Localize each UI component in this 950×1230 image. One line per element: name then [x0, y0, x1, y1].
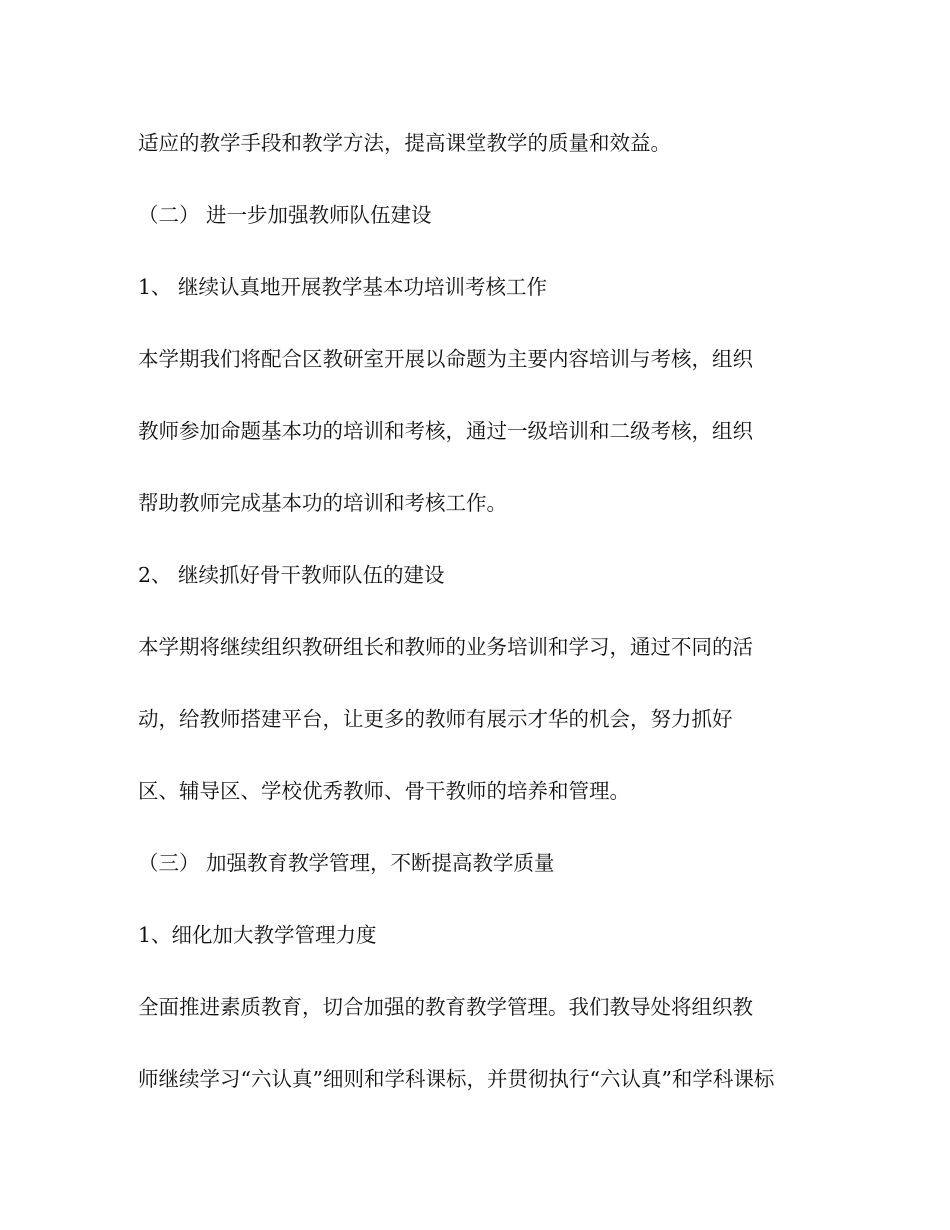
paragraph-line: 区、辅导区、学校优秀教师、骨干教师的培养和管理。 [138, 779, 630, 803]
paragraph-line: 适应的教学手段和教学方法，提高课堂教学的质量和效益。 [138, 131, 671, 155]
subsection-heading: 1、 继续认真地开展教学基本功培训考核工作 [138, 275, 548, 299]
paragraph-line: 全面推进素质教育，切合加强的教育教学管理。我们教导处将组织教 [138, 995, 753, 1019]
paragraph-line: 本学期我们将配合区教研室开展以命题为主要内容培训与考核，组织 [138, 347, 753, 371]
section-heading: （二） 进一步加强教师队伍建设 [138, 203, 432, 227]
paragraph-line: 动，给教师搭建平台，让更多的教师有展示才华的机会，努力抓好 [138, 707, 733, 731]
subsection-heading: 2、 继续抓好骨干教师队伍的建设 [138, 563, 445, 587]
paragraph-line: 本学期将继续组织教研组长和教师的业务培训和学习，通过不同的活 [138, 635, 753, 659]
subsection-heading: 1、细化加大教学管理力度 [138, 923, 377, 947]
paragraph-line: 帮助教师完成基本功的培训和考核工作。 [138, 491, 507, 515]
paragraph-line: 师继续学习“六认真”细则和学科课标，并贯彻执行“六认真”和学科课标 [138, 1067, 775, 1091]
paragraph-line: 教师参加命题基本功的培训和考核，通过一级培训和二级考核，组织 [138, 419, 753, 443]
section-heading: （三） 加强教育教学管理，不断提高教学质量 [138, 851, 555, 875]
